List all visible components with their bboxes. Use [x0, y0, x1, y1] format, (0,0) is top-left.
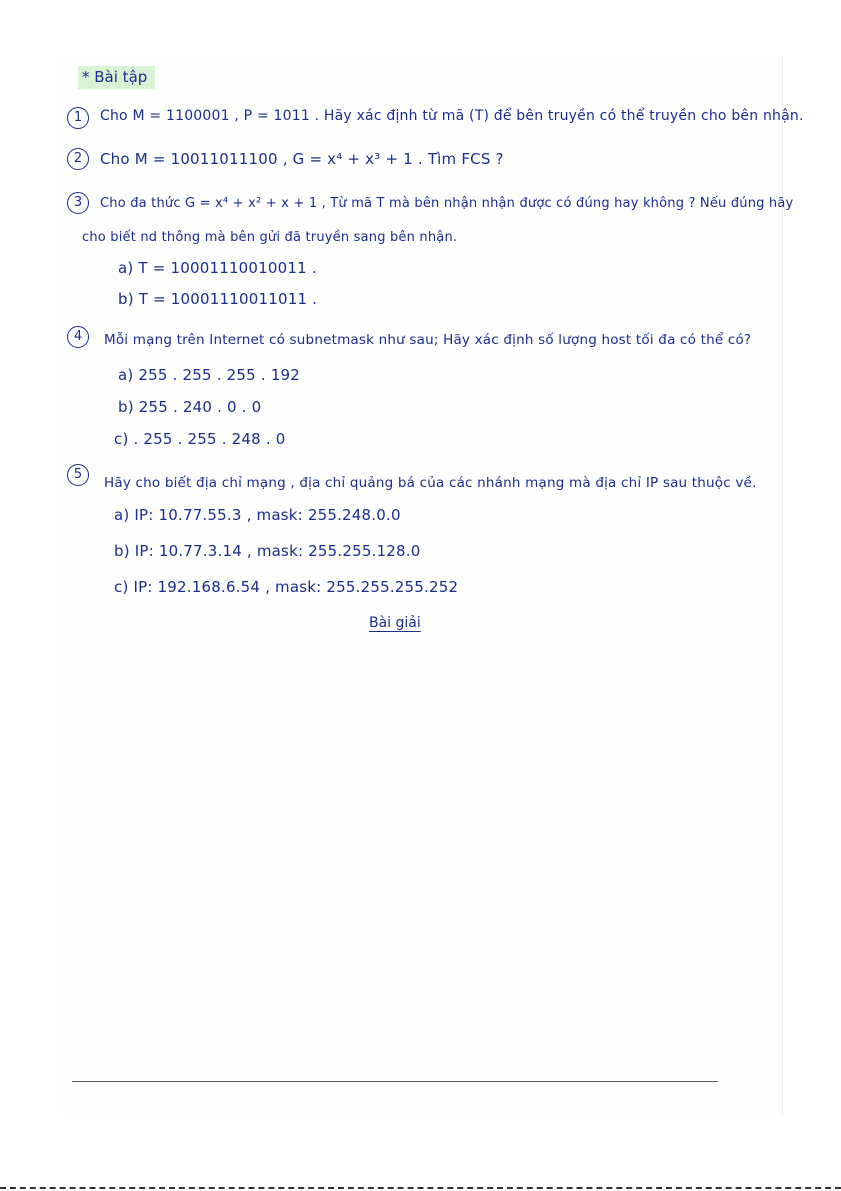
- question-1-number: 1: [67, 107, 89, 129]
- question-4-number: 4: [67, 326, 89, 348]
- question-4-option-a: a) 255 . 255 . 255 . 192: [118, 366, 301, 384]
- question-5-option-b: b) IP: 10.77.3.14 , mask: 255.255.128.0: [114, 542, 421, 560]
- bottom-rule: [72, 1081, 718, 1082]
- question-4-option-b: b) 255 . 240 . 0 . 0: [118, 398, 262, 416]
- question-3-number: 3: [67, 192, 89, 214]
- question-1-text: Cho M = 1100001 , P = 1011 . Hãy xác định từ mã (T) để bên truyền có thể truyền cho bên nhận.: [100, 108, 804, 124]
- question-5-number: 5: [67, 464, 89, 486]
- question-3-option-a: a) T = 10001110010011 .: [118, 259, 317, 277]
- question-2-number: 2: [67, 148, 89, 170]
- solution-title: Bài giải: [369, 615, 421, 631]
- question-3-option-b: b) T = 10001110011011 .: [118, 290, 318, 308]
- question-4-option-c: c) . 255 . 255 . 248 . 0: [114, 430, 286, 448]
- page-edge-dash: [0, 1187, 841, 1189]
- question-3-line-1: Cho đa thức G = x⁴ + x² + x + 1 , Từ mã T mà bên nhận nhận được có đúng hay không ? Nếu đúng hãy: [100, 196, 794, 211]
- question-2-text: Cho M = 10011011100 , G = x⁴ + x³ + 1 . Tìm FCS ?: [100, 150, 504, 168]
- question-3-line-2: cho biết nd thông mà bên gửi đã truyền sang bên nhận.: [82, 230, 458, 245]
- question-5-text: Hãy cho biết địa chỉ mạng , địa chỉ quảng bá của các nhánh mạng mà địa chỉ IP sau thuộc về.: [104, 475, 757, 491]
- question-4-text: Mỗi mạng trên Internet có subnetmask như sau; Hãy xác định số lượng host tối đa có thể có?: [104, 332, 752, 348]
- question-5-option-a: a) IP: 10.77.55.3 , mask: 255.248.0.0: [114, 506, 401, 524]
- question-5-option-c: c) IP: 192.168.6.54 , mask: 255.255.255.252: [114, 578, 459, 596]
- exercise-heading: * Bài tập: [78, 66, 155, 89]
